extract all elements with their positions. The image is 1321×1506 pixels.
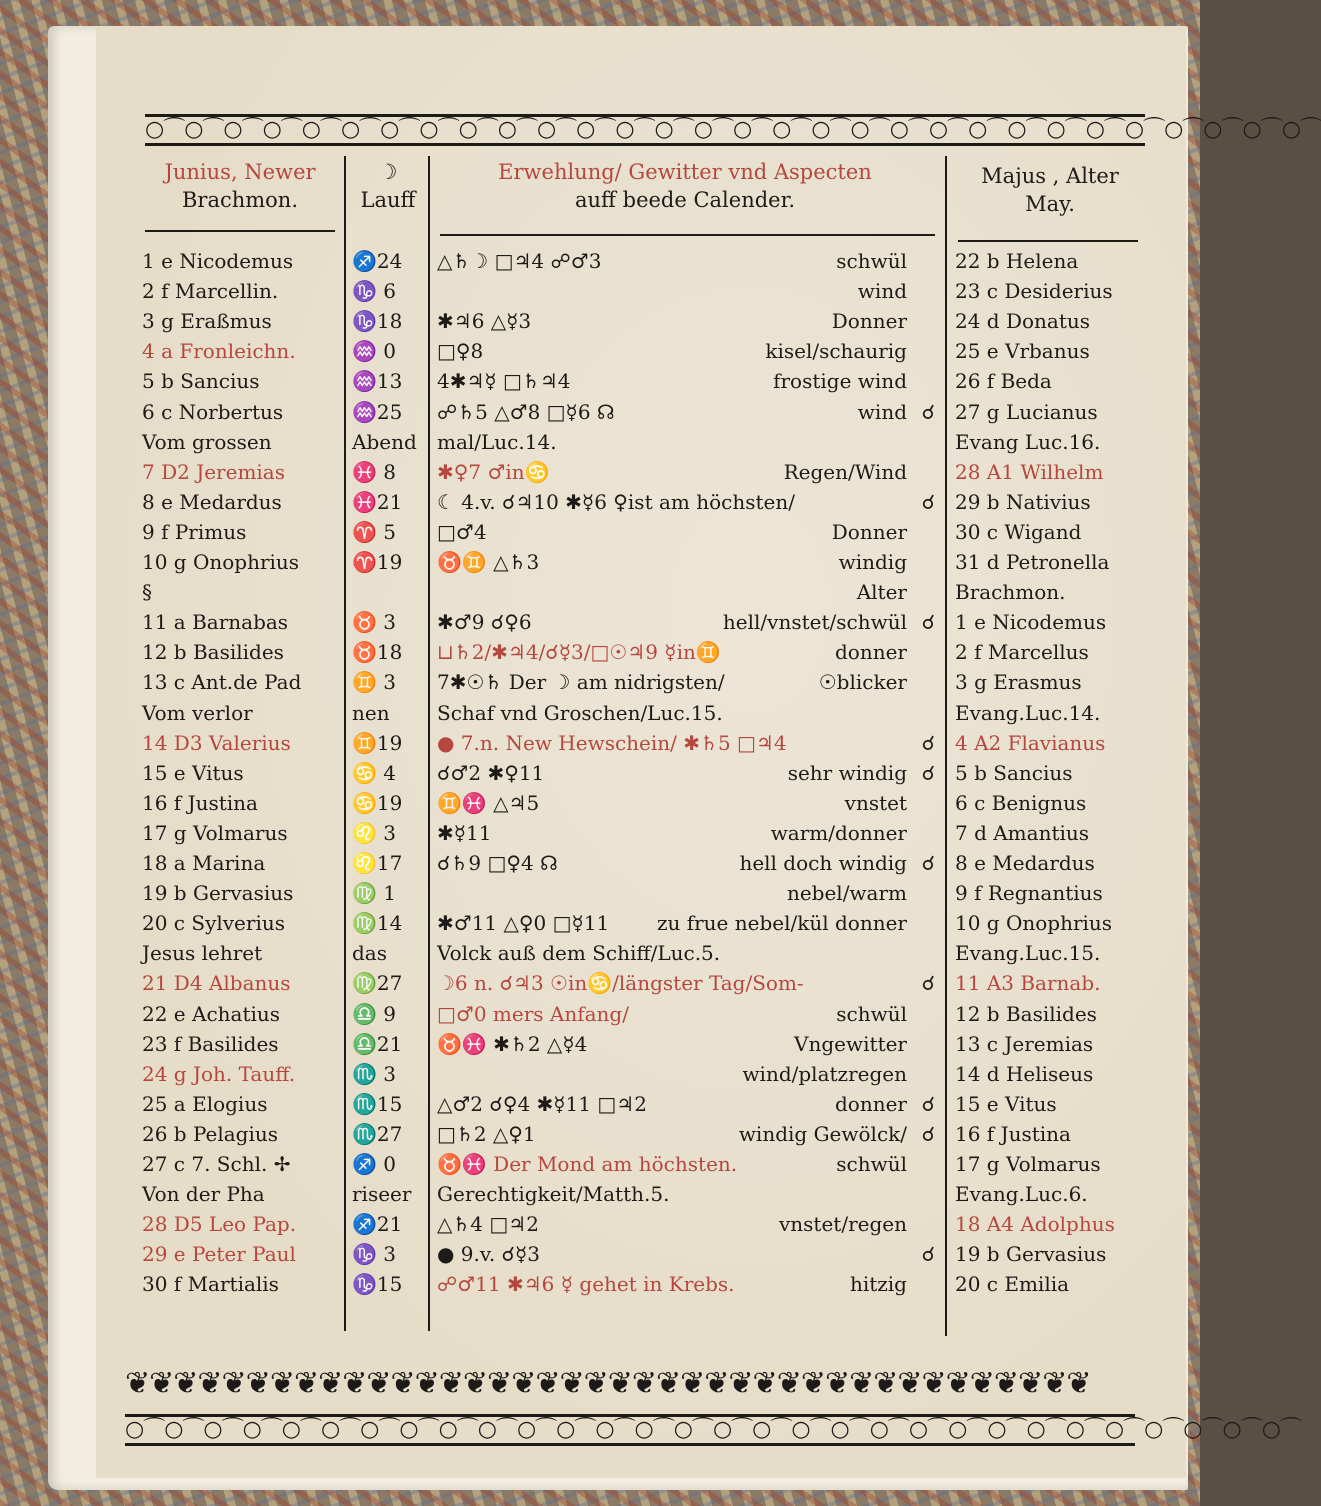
- row-extra-sign: [895, 1029, 935, 1059]
- row-weather-aspects: [437, 246, 937, 276]
- row-date: 12 b Basilides: [142, 640, 284, 664]
- row-extra-sign: [895, 1149, 935, 1179]
- row-weather-note: nebel/warm: [786, 881, 907, 905]
- row-weather-note: Donner: [831, 520, 907, 544]
- row-extra-sign: [895, 667, 935, 697]
- row-aspects: 4✱♃☿ □♄♃4: [437, 369, 571, 393]
- row-weather-aspects: [437, 427, 937, 457]
- row-aspects: ☾ 4.v. ☌♃10 ✱☿6 ♀ist am höchsten/: [437, 490, 795, 514]
- header-right-line2: May.: [1025, 192, 1075, 216]
- row-aspects: ♉♓ Der Mond am höchsten.: [437, 1152, 738, 1176]
- row-old-calendar-date: Evang.Luc.6.: [955, 1182, 1088, 1206]
- row-old-calendar-date: 11 A3 Barnab.: [955, 971, 1101, 995]
- row-aspects: mal/Luc.14.: [437, 430, 557, 454]
- row-date: Jesus lehret: [142, 941, 263, 965]
- row-date: 23 f Basilides: [142, 1032, 279, 1056]
- row-old-calendar-date: 16 f Justina: [955, 1122, 1071, 1146]
- ornament-bottom: ○⌒○⌒○⌒○⌒○⌒○⌒○⌒○⌒○⌒○⌒○⌒○⌒○⌒○⌒○⌒○⌒○⌒○⌒○⌒○⌒○⌒○⌒○⌒○⌒○⌒○⌒○⌒○⌒○⌒○⌒: [125, 1414, 1135, 1446]
- row-aspects: Volck auß dem Schiff/Luc.5.: [437, 941, 721, 965]
- row-weather-note: schwül: [836, 249, 907, 273]
- row-moon-position: ♏15: [352, 1092, 403, 1116]
- row-aspects: ✱♃6 △☿3: [437, 309, 532, 333]
- header-underline-left: [145, 230, 335, 232]
- row-date: 25 a Elogius: [142, 1092, 268, 1116]
- row-extra-sign: ☌: [921, 761, 935, 785]
- row-old-calendar-date: 23 c Desiderius: [955, 279, 1113, 303]
- row-weather-aspects: [437, 788, 937, 818]
- row-weather-note: Regen/Wind: [783, 460, 907, 484]
- row-date: 3 g Eraßmus: [142, 309, 272, 333]
- row-aspects: ⊔♄2/✱♃4/☌☿3/□☉♃9 ☿in♊: [437, 640, 721, 664]
- row-weather-note: windig Gewölck/: [738, 1122, 907, 1146]
- row-weather-aspects: [437, 1209, 937, 1239]
- row-old-calendar-date: 17 g Volmarus: [955, 1152, 1101, 1176]
- row-weather-aspects: [437, 1149, 937, 1179]
- row-weather-aspects: [437, 878, 937, 908]
- row-old-calendar-date: 3 g Erasmus: [955, 670, 1082, 694]
- row-moon-position: ♏ 3: [352, 1062, 396, 1086]
- row-moon-position: ♍14: [352, 911, 403, 935]
- row-old-calendar-date: 18 A4 Adolphus: [955, 1212, 1115, 1236]
- row-old-calendar-date: Evang Luc.16.: [955, 430, 1101, 454]
- row-old-calendar-date: 24 d Donatus: [955, 309, 1091, 333]
- divider-2: [428, 156, 430, 1331]
- row-aspects: □♂4: [437, 520, 487, 544]
- row-extra-sign: [895, 788, 935, 818]
- row-extra-sign: [895, 637, 935, 667]
- row-moon-position: ♑18: [352, 309, 403, 333]
- row-weather-aspects: [437, 698, 937, 728]
- row-old-calendar-date: 1 e Nicodemus: [955, 610, 1107, 634]
- row-weather-note: wind: [857, 400, 907, 424]
- row-weather-aspects: [437, 397, 937, 427]
- row-date: §: [142, 580, 152, 604]
- header-left: [140, 158, 340, 214]
- row-aspects: ☌♂2 ✱♀11: [437, 761, 545, 785]
- row-date: 20 c Sylverius: [142, 911, 285, 935]
- row-weather-note: sehr windig: [787, 761, 907, 785]
- row-moon-position: nen: [352, 701, 390, 725]
- row-weather-aspects: [437, 577, 937, 607]
- row-date: 29 e Peter Paul: [142, 1242, 296, 1266]
- row-weather-aspects: [437, 336, 937, 366]
- row-aspects: △♂2 ☌♀4 ✱☿11 □♃2: [437, 1092, 647, 1116]
- row-weather-aspects: [437, 758, 937, 788]
- row-moon-position: ♑ 6: [352, 279, 396, 303]
- row-date: 27 c 7. Schl. ✢: [142, 1152, 291, 1176]
- row-weather-note: hell doch windig: [739, 851, 907, 875]
- row-moon-position: ♒13: [352, 369, 403, 393]
- row-moon-position: ♌ 3: [352, 821, 396, 845]
- row-old-calendar-date: 19 b Gervasius: [955, 1242, 1107, 1266]
- row-moon-position: [352, 577, 424, 607]
- row-old-calendar-date: 27 g Lucianus: [955, 400, 1098, 424]
- row-extra-sign: [895, 908, 935, 938]
- row-date: 26 b Pelagius: [142, 1122, 279, 1146]
- row-aspects: ☍♂11 ✱♃6 ☿ gehet in Krebs.: [437, 1272, 735, 1296]
- row-extra-sign: ☌: [921, 971, 935, 995]
- header-underline-center: [440, 234, 935, 236]
- row-weather-note: Alter: [856, 580, 907, 604]
- row-weather-aspects: [437, 848, 937, 878]
- row-old-calendar-date: Evang.Luc.15.: [955, 941, 1101, 965]
- row-extra-sign: ☌: [921, 1122, 935, 1146]
- header-right-line1: Majus , Alter: [981, 164, 1119, 188]
- row-weather-aspects: [437, 306, 937, 336]
- row-moon-position: ♐24: [352, 249, 403, 273]
- divider-1: [344, 156, 346, 1331]
- row-extra-sign: [895, 698, 935, 728]
- ornament-middle: ❦❦❦❦❦❦❦❦❦❦❦❦❦❦❦❦❦❦❦❦❦❦❦❦❦❦❦❦❦❦❦❦❦❦❦❦❦❦❦❦: [125, 1366, 1091, 1401]
- row-extra-sign: [895, 457, 935, 487]
- row-weather-aspects: [437, 607, 937, 637]
- row-weather-aspects: [437, 938, 937, 968]
- row-aspects: ☍♄5 △♂8 □☿6 ☊: [437, 400, 615, 424]
- row-date: 16 f Justina: [142, 791, 258, 815]
- row-weather-aspects: [437, 366, 937, 396]
- row-moon-position: ♓ 8: [352, 460, 396, 484]
- header-underline-right: [958, 240, 1138, 242]
- row-date: 19 b Gervasius: [142, 881, 294, 905]
- row-weather-note: frostige wind: [773, 369, 907, 393]
- row-weather-aspects: [437, 457, 937, 487]
- row-old-calendar-date: 9 f Regnantius: [955, 881, 1103, 905]
- row-old-calendar-date: 29 b Nativius: [955, 490, 1091, 514]
- row-extra-sign: [895, 1209, 935, 1239]
- row-date: 21 D4 Albanus: [142, 971, 291, 995]
- row-date: 28 D5 Leo Pap.: [142, 1212, 297, 1236]
- row-weather-aspects: [437, 968, 937, 998]
- row-weather-note: hitzig: [849, 1272, 907, 1296]
- row-old-calendar-date: 2 f Marcellus: [955, 640, 1089, 664]
- ornament-top: ○⌒○⌒○⌒○⌒○⌒○⌒○⌒○⌒○⌒○⌒○⌒○⌒○⌒○⌒○⌒○⌒○⌒○⌒○⌒○⌒○⌒○⌒○⌒○⌒○⌒○⌒○⌒○⌒○⌒○⌒: [145, 114, 1145, 146]
- row-moon-position: ♋ 4: [352, 761, 396, 785]
- row-date: 18 a Marina: [142, 851, 266, 875]
- row-date: 10 g Onophrius: [142, 550, 300, 574]
- row-date: 22 e Achatius: [142, 1002, 281, 1026]
- row-weather-note: vnstet/regen: [778, 1212, 907, 1236]
- row-date: 30 f Martialis: [142, 1272, 279, 1296]
- row-moon-position: ♈ 5: [352, 520, 396, 544]
- header-left-line2: Brachmon.: [181, 188, 299, 212]
- row-aspects: ☽6 n. ☌♃3 ☉in♋/längster Tag/Som-: [437, 971, 804, 995]
- row-weather-note: schwül: [836, 1152, 907, 1176]
- row-extra-sign: [895, 1179, 935, 1209]
- row-extra-sign: ☌: [921, 610, 935, 634]
- row-weather-aspects: [437, 1269, 937, 1299]
- row-weather-aspects: [437, 1119, 937, 1149]
- row-extra-sign: [895, 427, 935, 457]
- row-extra-sign: [895, 517, 935, 547]
- row-extra-sign: [895, 276, 935, 306]
- row-aspects: ● 9.v. ☌☿3: [437, 1242, 540, 1266]
- row-old-calendar-date: 4 A2 Flavianus: [955, 731, 1106, 755]
- row-aspects: Gerechtigkeit/Matth.5.: [437, 1182, 670, 1206]
- row-weather-note: zu frue nebel/kül donner: [656, 911, 907, 935]
- row-extra-sign: ☌: [921, 490, 935, 514]
- row-weather-note: wind: [857, 279, 907, 303]
- row-weather-note: hell/vnstet/schwül: [722, 610, 907, 634]
- row-date: 24 g Joh. Tauff.: [142, 1062, 296, 1086]
- row-moon-position: ♎ 9: [352, 1002, 396, 1026]
- header-center: [440, 158, 930, 214]
- row-date: 13 c Ant.de Pad: [142, 670, 302, 694]
- row-date: 17 g Volmarus: [142, 821, 288, 845]
- row-old-calendar-date: 5 b Sancius: [955, 761, 1073, 785]
- row-weather-aspects: [437, 487, 937, 517]
- row-weather-note: Vngewitter: [794, 1032, 907, 1056]
- header-moon: [350, 158, 426, 214]
- row-date: 14 D3 Valerius: [142, 731, 291, 755]
- row-weather-aspects: [437, 728, 937, 758]
- row-weather-aspects: [437, 276, 937, 306]
- row-old-calendar-date: 30 c Wigand: [955, 520, 1082, 544]
- row-aspects: ♉♊ △♄3: [437, 550, 540, 574]
- row-old-calendar-date: 20 c Emilia: [955, 1272, 1070, 1296]
- row-extra-sign: [895, 366, 935, 396]
- row-extra-sign: [895, 306, 935, 336]
- row-old-calendar-date: 12 b Basilides: [955, 1002, 1097, 1026]
- row-weather-aspects: [437, 1029, 937, 1059]
- row-aspects: △♄☽ □♃4 ☍♂3: [437, 249, 602, 273]
- row-old-calendar-date: 31 d Petronella: [955, 550, 1110, 574]
- header-center-line1: Erwehlung/ Gewitter vnd Aspecten: [498, 160, 872, 184]
- row-moon-position: das: [352, 941, 387, 965]
- row-moon-position: ♏27: [352, 1122, 403, 1146]
- row-extra-sign: [895, 818, 935, 848]
- row-old-calendar-date: 6 c Benignus: [955, 791, 1087, 815]
- row-weather-note: schwül: [836, 1002, 907, 1026]
- header-left-line1: Junius, Newer: [164, 160, 316, 184]
- row-weather-aspects: [437, 908, 937, 938]
- row-aspects: 7✱☉♄ Der ☽ am nidrigsten/: [437, 670, 725, 694]
- row-date: 2 f Marcellin.: [142, 279, 279, 303]
- row-aspects: ♊♓ △♃5: [437, 791, 540, 815]
- row-extra-sign: ☌: [921, 1092, 935, 1116]
- row-moon-position: ♎21: [352, 1032, 403, 1056]
- row-aspects: ✱☿11: [437, 821, 492, 845]
- row-weather-aspects: [437, 667, 937, 697]
- row-old-calendar-date: 26 f Beda: [955, 369, 1052, 393]
- row-aspects: ✱♂9 ☌♀6: [437, 610, 532, 634]
- row-old-calendar-date: 14 d Heliseus: [955, 1062, 1094, 1086]
- row-aspects: ● 7.n. New Hewschein/ ✱♄5 □♃4: [437, 731, 787, 755]
- row-weather-note: ☉blicker: [818, 670, 907, 694]
- row-weather-note: Donner: [831, 309, 907, 333]
- row-date: 6 c Norbertus: [142, 400, 284, 424]
- row-weather-aspects: [437, 818, 937, 848]
- row-date: 5 b Sancius: [142, 369, 260, 393]
- row-weather-note: donner: [834, 640, 907, 664]
- row-weather-aspects: [437, 1059, 937, 1089]
- row-date: Vom grossen: [142, 430, 272, 454]
- row-moon-position: riseer: [352, 1182, 412, 1206]
- row-extra-sign: ☌: [921, 400, 935, 424]
- row-weather-aspects: [437, 999, 937, 1029]
- row-extra-sign: [895, 1269, 935, 1299]
- row-old-calendar-date: Evang.Luc.14.: [955, 701, 1101, 725]
- row-extra-sign: [895, 1059, 935, 1089]
- divider-3: [945, 156, 947, 1336]
- row-date: Vom verlor: [142, 701, 253, 725]
- row-date: 15 e Vitus: [142, 761, 244, 785]
- row-aspects: ♉♓ ✱♄2 △☿4: [437, 1032, 588, 1056]
- row-aspects: ☌♄9 □♀4 ☊: [437, 851, 558, 875]
- row-extra-sign: ☌: [921, 1242, 935, 1266]
- row-weather-aspects: [437, 1089, 937, 1119]
- header-center-line2: auff beede Calender.: [574, 188, 796, 212]
- row-weather-aspects: [437, 547, 937, 577]
- row-aspects: △♄4 □♃2: [437, 1212, 539, 1236]
- row-old-calendar-date: 22 b Helena: [955, 249, 1079, 273]
- row-aspects: ✱♀7 ♂in♋: [437, 460, 550, 484]
- row-date: 7 D2 Jeremias: [142, 460, 285, 484]
- header-moon-line2: Lauff: [360, 188, 416, 212]
- row-weather-note: warm/donner: [770, 821, 907, 845]
- row-extra-sign: [895, 999, 935, 1029]
- row-aspects: □♂0 mers Anfang/: [437, 1002, 629, 1026]
- row-moon-position: ♒25: [352, 400, 403, 424]
- row-extra-sign: [895, 547, 935, 577]
- row-moon-position: ♈19: [352, 550, 403, 574]
- row-moon-position: ♓21: [352, 490, 403, 514]
- row-extra-sign: [895, 938, 935, 968]
- row-old-calendar-date: 13 c Jeremias: [955, 1032, 1094, 1056]
- row-old-calendar-date: 28 A1 Wilhelm: [955, 460, 1104, 484]
- row-weather-note: donner: [834, 1092, 907, 1116]
- row-moon-position: ♐21: [352, 1212, 403, 1236]
- row-moon-position: ♊19: [352, 731, 403, 755]
- row-aspects: □♄2 △♀1: [437, 1122, 536, 1146]
- row-moon-position: ♉ 3: [352, 610, 396, 634]
- row-aspects: Schaf vnd Groschen/Luc.15.: [437, 701, 723, 725]
- row-moon-position: ♑15: [352, 1272, 403, 1296]
- row-date: 1 e Nicodemus: [142, 249, 294, 273]
- row-old-calendar-date: 10 g Onophrius: [955, 911, 1113, 935]
- row-moon-position: ♒ 0: [352, 339, 396, 363]
- row-moon-position: ♑ 3: [352, 1242, 396, 1266]
- row-weather-note: vnstet: [844, 791, 907, 815]
- row-weather-aspects: [437, 637, 937, 667]
- row-moon-position: ♋19: [352, 791, 403, 815]
- row-moon-position: ♊ 3: [352, 670, 396, 694]
- row-old-calendar-date: 25 e Vrbanus: [955, 339, 1090, 363]
- row-extra-sign: [895, 577, 935, 607]
- header-moon-line1: ☽: [378, 160, 398, 184]
- row-extra-sign: ☌: [921, 731, 935, 755]
- row-moon-position: Abend: [352, 430, 417, 454]
- row-extra-sign: [895, 246, 935, 276]
- row-old-calendar-date: 7 d Amantius: [955, 821, 1090, 845]
- row-weather-note: kisel/schaurig: [765, 339, 907, 363]
- header-right: [955, 162, 1145, 218]
- row-date: 4 a Fronleichn.: [142, 339, 296, 363]
- row-moon-position: ♐ 0: [352, 1152, 396, 1176]
- row-old-calendar-date: Brachmon.: [955, 580, 1066, 604]
- row-moon-position: ♍ 1: [352, 881, 396, 905]
- row-weather-note: wind/platzregen: [742, 1062, 907, 1086]
- row-date: Von der Pha: [142, 1182, 265, 1206]
- row-extra-sign: ☌: [921, 851, 935, 875]
- row-weather-aspects: [437, 1239, 937, 1269]
- row-moon-position: ♌17: [352, 851, 403, 875]
- row-date: 9 f Primus: [142, 520, 247, 544]
- row-date: 8 e Medardus: [142, 490, 282, 514]
- row-aspects: □♀8: [437, 339, 484, 363]
- row-date: 11 a Barnabas: [142, 610, 289, 634]
- row-extra-sign: [895, 878, 935, 908]
- row-moon-position: ♉18: [352, 640, 403, 664]
- row-aspects: ✱♂11 △♀0 □☿11: [437, 911, 610, 935]
- row-weather-aspects: [437, 1179, 937, 1209]
- row-old-calendar-date: 8 e Medardus: [955, 851, 1095, 875]
- row-moon-position: ♍27: [352, 971, 403, 995]
- row-extra-sign: [895, 336, 935, 366]
- row-weather-note: windig: [838, 550, 907, 574]
- row-weather-aspects: [437, 517, 937, 547]
- row-old-calendar-date: 15 e Vitus: [955, 1092, 1057, 1116]
